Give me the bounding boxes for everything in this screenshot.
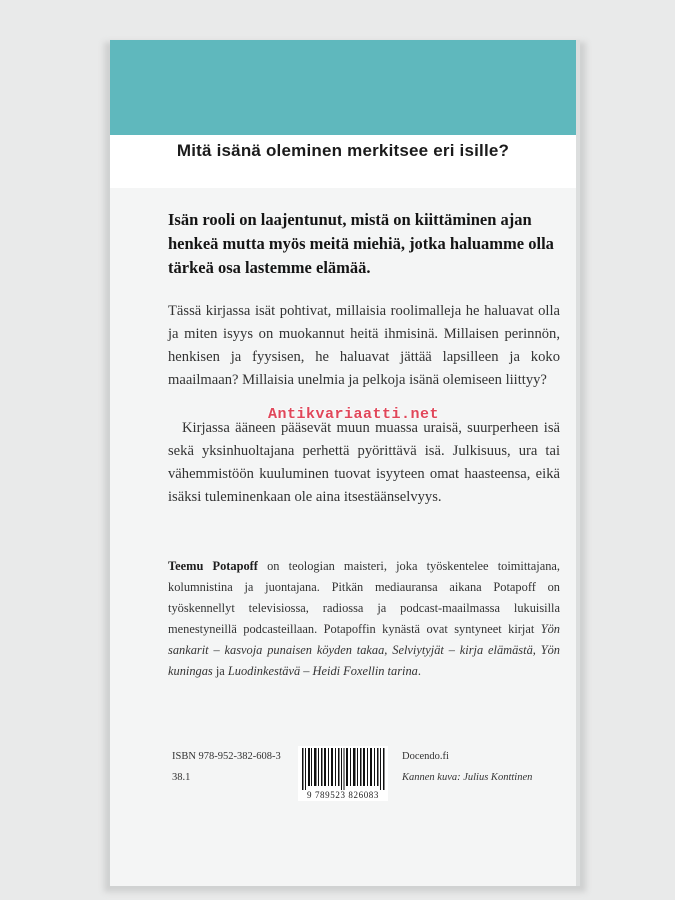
lead-paragraph: Isän rooli on laajentunut, mistä on kiittäminen ajan henkeä mutta myös meitä miehiä, jotka haluamme olla tärkeä osa lastemme elämää. xyxy=(168,210,554,277)
book-titles-2: Luodinkestävä – Heidi Foxellin tarina xyxy=(227,664,418,678)
watermark: Antikvariaatti.net xyxy=(268,406,440,423)
isbn-block xyxy=(172,746,281,788)
book-back-cover xyxy=(110,40,580,886)
author-name: Teemu Potapoff xyxy=(168,559,258,573)
barcode xyxy=(298,746,388,801)
book-titles-1: Yön sankarit – kasvoja punaisen köyden takaa, Selviytyjät – kirja elämästä, Yön kuningas xyxy=(168,622,560,678)
body-paragraph-1: Tässä kirjassa isät pohtivat, millaisia roolimalleja he haluavat olla ja miten isyys on muokannut heitä ihmisinä. Millaisen perinnön, henkisen ja fyysisen, he haluavat jättää lapsilleen ja koko maailmaan? Millaisia unelmia ja pelkoja isänä olemiseen liittyy? xyxy=(168,303,560,388)
cover-question: Mitä isänä oleminen merkitsee eri isille? xyxy=(176,141,510,160)
bio-text: on teologian maisteri, joka työskentelee toimittajana, kolumnistina ja juontajana. Pitkän mediauransa aikana Potapoff on työskennellyt televisiossa, radiossa ja podcast-maailmassa lukuisilla menestyneillä podcasteillaan. Potapoffin kynästä ovat syntyneet kirjat xyxy=(168,559,560,636)
publisher-name: Docendo.fi xyxy=(402,751,449,762)
publisher-block xyxy=(402,746,532,788)
body-paragraph-2: Kirjassa ääneen pääsevät muun muassa uraisä, suurperheen isä sekä yksinhuoltajana perhettä pyörittävä isä. Julkisuus, ura tai vähemmistöön kuuluminen tuovat isyyteen omat haasteensa, eikä isäksi tuleminenkaan ole aina itsestäänselvyys. xyxy=(168,420,560,505)
cover-photo-credit: Kannen kuva: Julius Konttinen xyxy=(402,772,533,783)
author-bio xyxy=(168,556,560,682)
bio-end: . xyxy=(417,664,421,678)
isbn-number: ISBN 978-952-382-608-3 xyxy=(172,751,281,762)
classification-code: 38.1 xyxy=(172,772,191,783)
barcode-digits: 9 789523 826083 xyxy=(298,790,388,800)
bio-joiner: ja xyxy=(212,664,228,678)
barcode-bars-icon xyxy=(298,746,388,792)
